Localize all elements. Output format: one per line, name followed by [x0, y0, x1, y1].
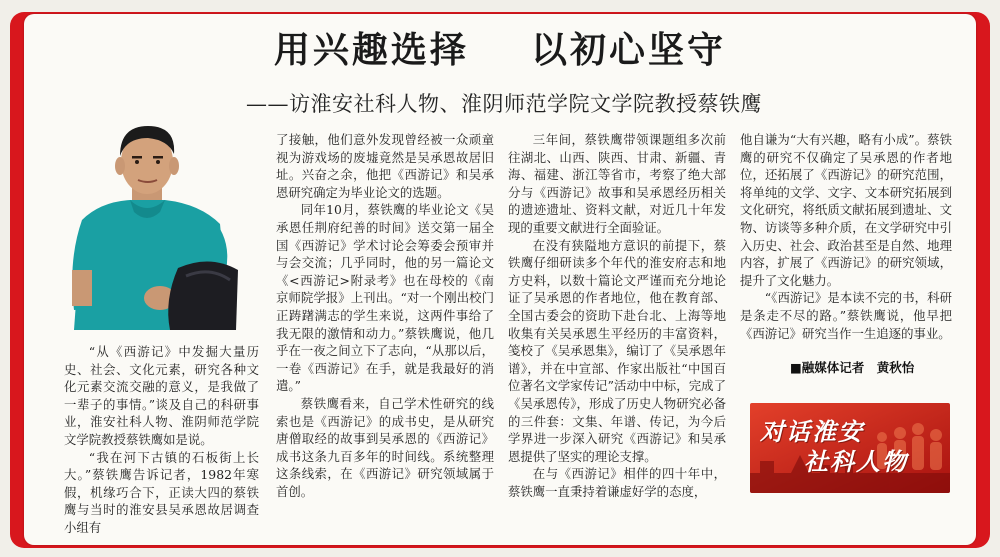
banner-title [760, 417, 940, 477]
paragraph: 在与《西游记》相伴的四十年中，蔡铁鹰一直秉持着谦虚好学的态度， [508, 466, 726, 499]
paragraph: “《西游记》是本读不完的书，科研是条走不尽的路。”蔡铁鹰说，他早把《西游记》研究当作一生追逐的事业。 [740, 290, 952, 341]
paragraph: 三年间，蔡铁鹰带领课题组多次前往湖北、山西、陕西、甘肃、新疆、青海、福建、浙江等省市，考察了绝大部分与《西游记》故事和吴承恩经历相关的遗迹遗址、资料文献，对近几十年发现的重要文献进行全面验证。 [508, 132, 726, 235]
paragraph: “从《西游记》中发掘大量历史、社会、文化元素，研究各种文化元素交流交融的意义，是我做了一辈子的事情。”谈及自己的科研事业，淮安社科人物、淮阴师范学院文学院教授蔡铁鹰如是说。 [64, 344, 259, 447]
paragraph: “我在河下古镇的石板街上长大。”蔡铁鹰告诉记者，1982年寒假，机缘巧合下，正读大四的蔡铁鹰与当时的淮安县吴承恩故居调查小组有 [64, 449, 259, 535]
portrait-photo [60, 120, 240, 330]
paragraph: 在没有狭隘地方意识的前提下，蔡铁鹰仔细研读多个年代的淮安府志和地方史料，以数十篇论文严谨而充分地论证了吴承恩的作者地位，他在教育部、全国古委会的资助下赴台北、上海等地收集有关吴承恩生平经历的丰富资料，笺校了《吴承恩集》，编订了《吴承恩年谱》，并在中宣部、作家出版社“中国百位著名文学家传记”活动中中标，完成了《吴承恩传》，形成了历史人物研究必备的三件套：文集、年谱、传记，为今后学界进一步深入研究《西游记》和吴承恩提供了坚实的理论支撑。 [508, 237, 726, 464]
article-title: 用兴趣选择 以初心坚守 [273, 30, 727, 71]
article-subtitle: ——访淮安社科人物、淮阴师范学院文学院教授蔡铁鹰 [246, 92, 762, 116]
paragraph: 了接触，他们意外发现曾经被一众顽童视为游戏场的废墟竟然是吴承恩故居旧址。兴奋之余，他把《西游记》和吴承恩研究确定为毕业论文的选题。 [276, 132, 494, 200]
banner-title-line-2: 社科人物 [804, 447, 908, 476]
article-column-2 [276, 131, 494, 500]
article-column-4 [740, 131, 952, 342]
banner-title-line-1: 对话淮安 [760, 417, 864, 446]
paragraph: 同年10月，蔡铁鹰的毕业论文《吴承恩任荆府纪善的时间》送交第一届全国《西游记》学术讨论会筹委会预审并与会交流；几乎同时，他的另一篇论文《<西游记>附录考》也在母校的《南京师院学报》上刊出。“对一个刚出校门正踌躇满志的学生来说，这两件事给了我无限的激情和动力。”蔡铁鹰说，他几乎在一夜之间立下了志向，“从那以后，一卷《西游记》在手，就是我最好的消遣。” [276, 202, 494, 394]
article-column-1 [64, 343, 259, 537]
byline: ■融媒体记者 黄秋怡 [790, 360, 915, 375]
article-column-3 [508, 131, 726, 500]
paragraph: 蔡铁鹰看来，自己学术性研究的线索也是《西游记》的成书史，是从研究唐僧取经的故事到吴承恩的《西游记》成书这条九百多年的时间线。系统整理这条线索，在《西游记》研究领域属于首创。 [276, 395, 494, 499]
paragraph: 他自谦为“大有兴趣，略有小成”。蔡铁鹰的研究不仅确定了吴承恩的作者地位，还拓展了《西游记》的研究范围，将单纯的文学、文字、文本研究拓展到文化研究，将纸质文献拓展到遗址、文物、访谈等多种介质，在文学研究中引入历史、社会、政治甚至是自然、地理内容，扩展了《西游记》的研究领域，提升了文化魅力。 [740, 132, 952, 288]
banner-image [750, 403, 950, 493]
